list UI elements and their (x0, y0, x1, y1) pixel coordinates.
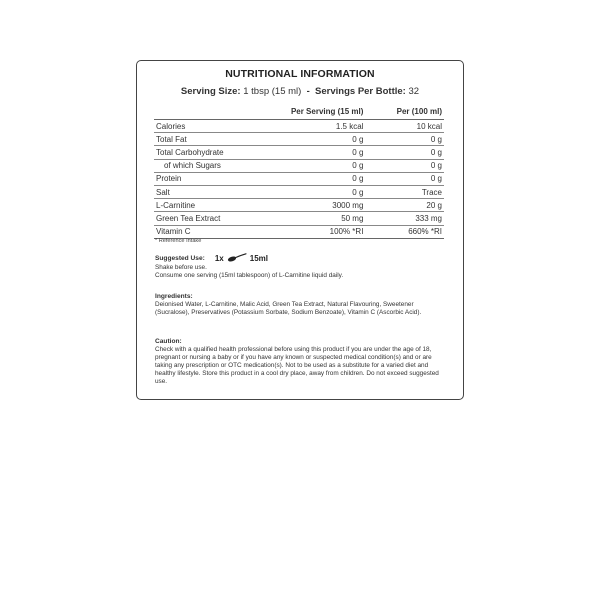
table-row (154, 212, 444, 225)
nutrient-name: Total Fat (154, 133, 274, 146)
nutrient-name: Calories (154, 120, 274, 133)
reference-intake-note: * Reference Intake (155, 238, 202, 244)
per-100ml-value: 660% *RI (365, 225, 444, 238)
per-100ml-value: Trace (365, 185, 444, 198)
dose-count: 1x (214, 253, 224, 263)
per-serving-value: 3000 mg (274, 199, 365, 212)
per-serving-value: 0 g (274, 172, 365, 185)
dose-amount: 15ml (249, 253, 268, 263)
ingredients-heading: Ingredients: (155, 293, 193, 300)
label-title: NUTRITIONAL INFORMATION (225, 68, 375, 80)
per-100ml-value: 333 mg (365, 212, 444, 225)
nutrition-label (136, 60, 464, 400)
table-row (154, 199, 444, 212)
dose-indicator (215, 253, 268, 264)
nutrient-name: Protein (154, 172, 274, 185)
per-100ml-value: 10 kcal (365, 120, 444, 133)
table-row (154, 185, 444, 198)
nutrient-name: Total Carbohydrate (154, 146, 274, 159)
per-serving-value: 0 g (274, 146, 365, 159)
per-100ml-value: 0 g (365, 133, 444, 146)
ingredients-section (155, 293, 447, 317)
per-100ml-value: 20 g (365, 199, 444, 212)
per-100ml-value: 0 g (365, 146, 444, 159)
per-serving-value: 50 mg (274, 212, 365, 225)
table-row (154, 146, 444, 159)
table-row (154, 120, 444, 133)
table-row (154, 159, 444, 172)
caution-heading: Caution: (155, 338, 182, 345)
per-serving-value: 1.5 kcal (274, 120, 365, 133)
servings-label: Servings Per Bottle: (315, 86, 406, 97)
table-row (154, 225, 444, 238)
per-100ml-value: 0 g (365, 159, 444, 172)
column-header-per-100ml: Per (100 ml) (365, 104, 444, 120)
column-header-per-serving: Per Serving (15 ml) (274, 104, 365, 120)
serving-size-label: Serving Size: (180, 86, 241, 97)
per-serving-value: 0 g (274, 185, 365, 198)
suggested-use-line: Shake before use. (155, 264, 207, 271)
suggested-use-heading: Suggested Use: (155, 254, 205, 262)
nutrient-name: Salt (154, 185, 274, 198)
serving-size-value: 1 tbsp (15 ml) (243, 86, 302, 97)
suggested-use-section (155, 254, 447, 280)
serving-info (137, 86, 463, 97)
table-row (154, 133, 444, 146)
nutrient-name: of which Sugars (154, 159, 274, 172)
nutrient-name: L-Carnitine (154, 199, 274, 212)
suggested-use-line: Consume one serving (15ml tablespoon) of L-Carnitine liquid daily. (155, 272, 344, 280)
nutrient-name: Vitamin C (154, 225, 274, 238)
per-serving-value: 100% *RI (274, 225, 365, 238)
table-row (154, 172, 444, 185)
column-header-nutrient (154, 104, 274, 120)
caution-text: Check with a qualified health professional before using this product if you are under the age of 18, pregnant or nursing a baby or if you have any known or suspected medical condition(s) and or are taking any prescription or OTC medication(s). Not to be used as a substitute for a varied diet and healthy lifestyle. Store this product in a cool dry place, away from children. Do not exceed suggested use. (155, 346, 439, 386)
servings-value: 32 (408, 86, 420, 97)
ingredients-text: Deionised Water, L-Carnitine, Malic Acid, Green Tea Extract, Natural Flavouring, Sweetener (Sucralose), Preservatives (Potassium Sorbate, Sodium Benzoate), Vitamin C (Ascorbic Acid). (155, 301, 422, 317)
per-100ml-value: 0 g (365, 172, 444, 185)
per-serving-value: 0 g (274, 133, 365, 146)
per-serving-value: 0 g (274, 159, 365, 172)
nutrition-table (154, 104, 444, 239)
nutrient-name: Green Tea Extract (154, 212, 274, 225)
suggested-use-header (155, 254, 447, 264)
spoon-icon (224, 253, 250, 264)
caution-section (155, 338, 447, 387)
serving-separator: - (306, 86, 310, 97)
table-header-row (154, 104, 444, 120)
